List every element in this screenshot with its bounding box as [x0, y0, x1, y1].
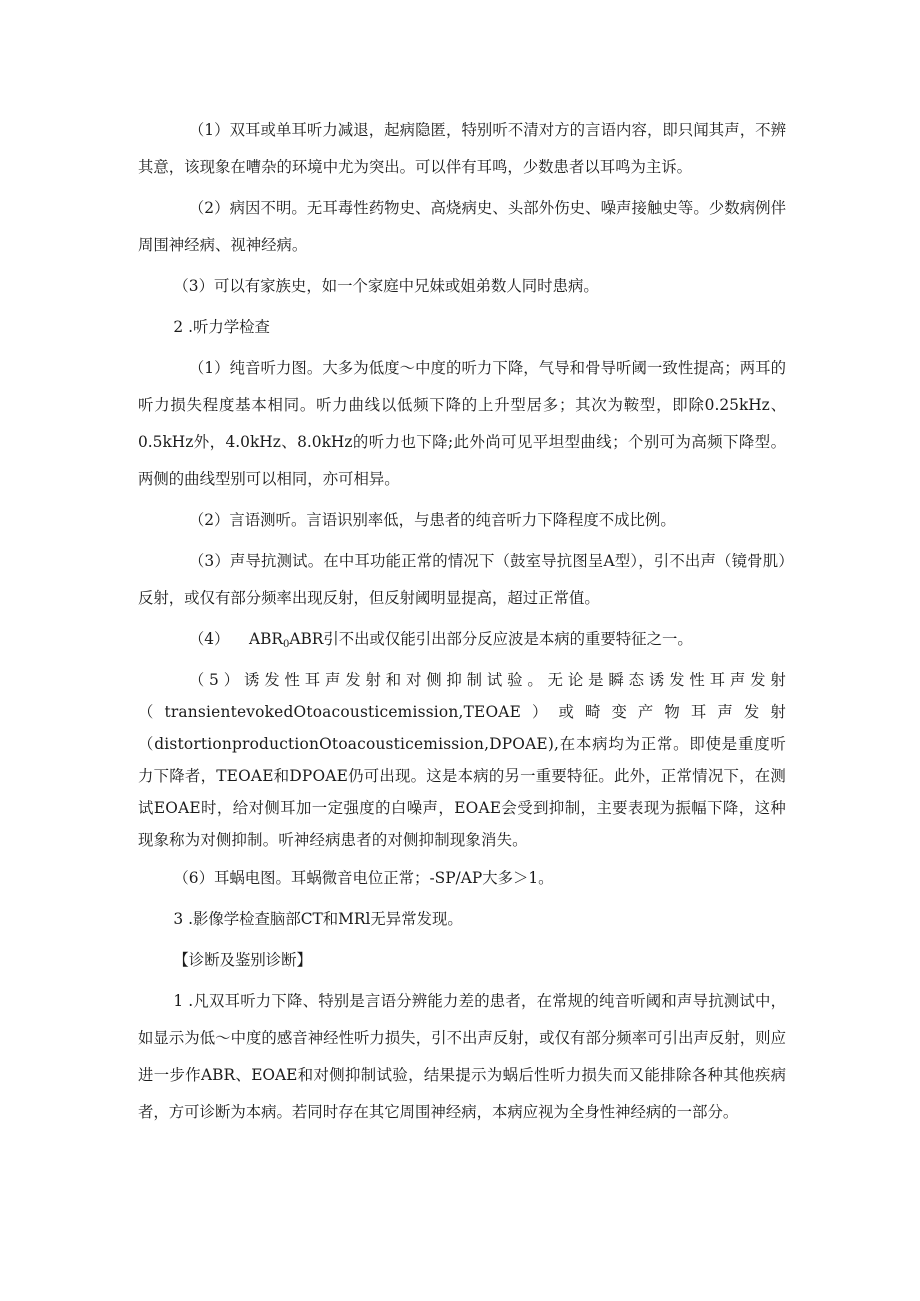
paragraph-symptom-1: （1）双耳或单耳听力减退，起病隐匿，特别听不清对方的言语内容，即只闻其声，不辨其意，该现象在嘈杂的环境中尤为突出。可以伴有耳鸣，少数患者以耳鸣为主诉。: [138, 121, 786, 176]
paragraph-symptom-3: （3）可以有家族史，如一个家庭中兄妹或姐弟数人同时患病。: [173, 277, 599, 295]
document-page: [138, 112, 786, 1131]
abr-subscript: 0: [282, 639, 290, 650]
section-heading-diagnosis: 【诊断及鉴别诊断】: [173, 951, 312, 969]
paragraph-audiology-3: （3）声导抗测试。在中耳功能正常的情况下（鼓室导抗图呈A型），引不出声（镜骨肌）反射，或仅有部分频率出现反射，但反射阈明显提高，超过正常值。: [138, 552, 786, 607]
paragraph-diagnosis-1: 1 .凡双耳听力下降、特别是言语分辨能力差的患者，在常规的纯音听阈和声导抗测试中，如显示为低～中度的感音神经性听力损失，引不出声反射，或仅有部分频率可引出声反射，则应进一步作ABR、EOAE和对侧抑制试验，结果提示为蜗后性听力损失而又能排除各种其他疾病者，方可诊断为本病。若同时存在其它周围神经病，本病应视为全身性神经病的一部分。: [138, 992, 786, 1121]
paragraph-symptom-2: （2）病因不明。无耳毒性药物史、高烧病史、头部外伤史、噪声接触史等。少数病例伴周围神经病、视神经病。: [138, 199, 786, 254]
item-number: （4）: [188, 630, 230, 648]
abr-label: ABR: [248, 630, 283, 648]
paragraph-audiology-4: [138, 621, 786, 660]
paragraph-audiology-5: （5）诱发性耳声发射和对侧抑制试验。无论是瞬态诱发性耳声发射（transientevokedOtoacousticemission,TEOAE）或畸变产物耳声发射（distortionproductionOtoacousticemission,DPOAE),在本病均为正常。即使是重度听力下降者，TEOAE和DPOAE仍可出现。这是本病的另一重要特征。此外，正常情况下，在测试EOAE时，给对侧耳加一定强度的白噪声，EOAE会受到抑制，主要表现为振幅下降，这种现象称为对侧抑制。听神经病患者的对侧抑制现象消失。: [138, 671, 786, 849]
paragraph-audiology-2: （2）言语测听。言语识别率低，与患者的纯音听力下降程度不成比例。: [188, 511, 676, 529]
paragraph-audiology-6: （6）耳蜗电图。耳蜗微音电位正常；-SP/AP大多＞1。: [173, 869, 554, 887]
paragraph-audiology-1: （1）纯音听力图。大多为低度～中度的听力下降，气导和骨导听阈一致性提高；两耳的听力损失程度基本相同。听力曲线以低频下降的上升型居多；其次为鞍型，即除0.25kHz、0.5kHz外，4.0kHz、8.0kHz的听力也下降;此外尚可见平坦型曲线；个别可为高频下降型。两侧的曲线型别可以相同，亦可相异。: [138, 359, 786, 488]
abr-text: ABR引不出或仅能引出部分反应波是本病的重要特征之一。: [289, 630, 693, 648]
section-heading-imaging: 3 .影像学检查脑部CT和MRl无异常发现。: [173, 910, 463, 928]
section-heading-audiology: 2 .听力学检查: [173, 318, 270, 336]
